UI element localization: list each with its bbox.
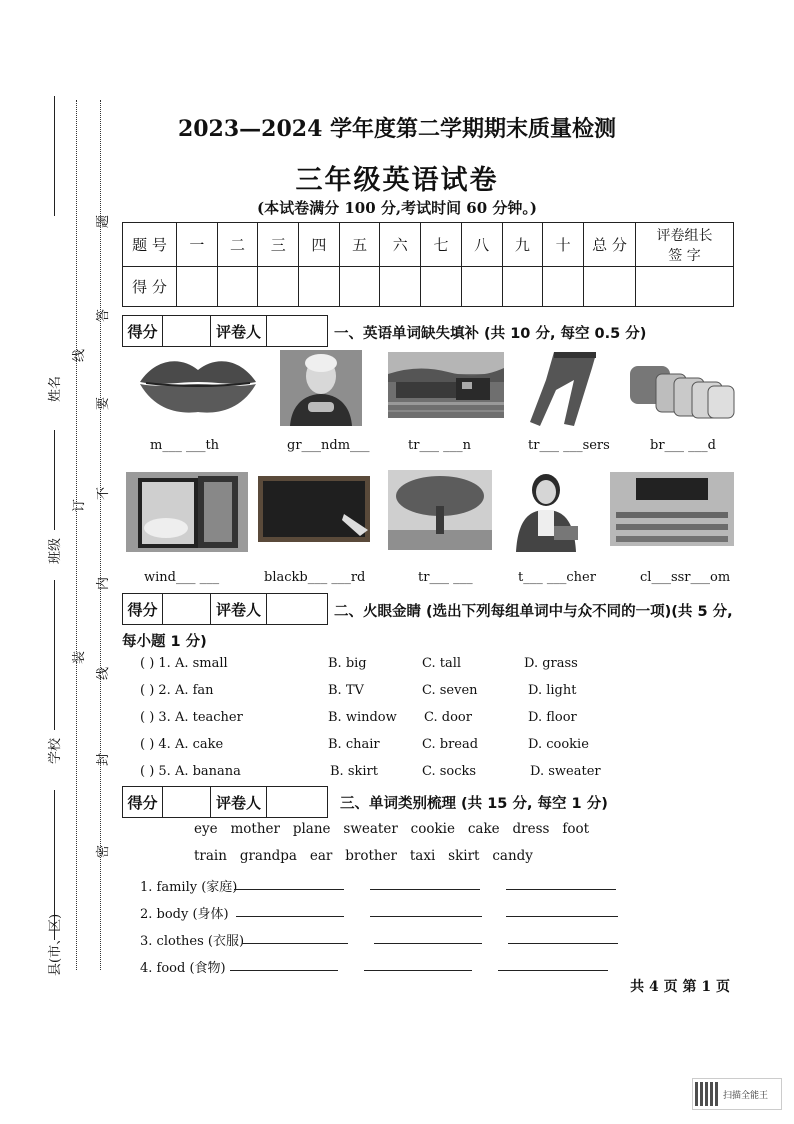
answer-blank[interactable] [374, 943, 482, 944]
teacher-image [508, 470, 586, 552]
option-b: B. TV [328, 683, 364, 698]
category-food: 4. food (食物) [140, 961, 226, 976]
exam-note: (本试卷满分 100 分,考试时间 60 分钟。) [257, 199, 537, 217]
score-field[interactable] [636, 267, 734, 307]
trousers-image [526, 350, 600, 428]
answer-blank[interactable] [370, 916, 482, 917]
bind-dotted-line-outer [76, 100, 77, 970]
seal-char-密: 密 [96, 844, 111, 858]
bind-dotted-line-inner [100, 100, 101, 970]
table-cell: 八 [461, 223, 502, 267]
score-field[interactable] [380, 267, 421, 307]
score-field[interactable] [217, 267, 258, 307]
table-cell: 六 [380, 223, 421, 267]
score-label: 得分 [123, 316, 163, 346]
section2-title-cont: 每小题 1 分) [122, 634, 207, 650]
seal-char-要: 要 [96, 396, 111, 410]
bind-char-1: 线 [72, 348, 87, 362]
answer-blank[interactable] [242, 943, 348, 944]
table-cell: 得 分 [123, 267, 177, 307]
caption-window: wind___ ___ [144, 570, 220, 585]
grader-label: 评卷人 [211, 316, 267, 346]
section2-title: 二、火眼金睛 (选出下列每组单词中与众不同的一项)(共 5 分, [334, 604, 733, 620]
score-field[interactable] [299, 267, 340, 307]
seal-char-不: 不 [96, 486, 111, 500]
table-cell: 四 [299, 223, 340, 267]
grandma-image [280, 350, 362, 426]
answer-blank[interactable] [236, 916, 344, 917]
lips-image [136, 352, 260, 416]
table-cell: 一 [177, 223, 218, 267]
caption-tree: tr___ ___ [418, 570, 473, 585]
grader-box-3 [122, 786, 328, 818]
caption-teacher: t___ ___cher [518, 570, 596, 585]
grader-field[interactable] [267, 316, 327, 346]
table-cell: 九 [502, 223, 543, 267]
option-c: C. door [424, 710, 472, 725]
classroom-image [610, 472, 734, 546]
option-b: B. chair [328, 737, 380, 752]
answer-blank[interactable] [364, 970, 472, 971]
score-field[interactable] [584, 267, 636, 307]
score-field[interactable] [163, 316, 211, 346]
option-d: D. grass [524, 656, 578, 671]
grader-field[interactable] [267, 594, 327, 624]
answer-blank[interactable] [506, 889, 616, 890]
option-d: D. floor [528, 710, 577, 725]
score-field[interactable] [339, 267, 380, 307]
option-c: C. seven [422, 683, 478, 698]
page-number: 共 4 页 第 1 页 [630, 979, 730, 995]
grader-label: 评卷人 [211, 594, 267, 624]
score-label: 得分 [123, 787, 163, 817]
county-label: 县(市、区) [48, 913, 63, 976]
table-cell: 二 [217, 223, 258, 267]
word-bank-line-1: eye mother plane sweater cookie cake dress foot [194, 821, 589, 837]
seal-char-答: 答 [96, 308, 111, 322]
score-label: 得分 [123, 594, 163, 624]
seal-char-封: 封 [96, 752, 111, 766]
answer-blank[interactable] [506, 916, 618, 917]
table-cell: 十 [543, 223, 584, 267]
score-table-score-row [123, 267, 734, 307]
tree-image [388, 470, 492, 550]
answer-blank[interactable] [508, 943, 618, 944]
seal-char-题: 题 [96, 214, 111, 228]
answer-blank[interactable] [370, 889, 480, 890]
score-field[interactable] [163, 594, 211, 624]
option-d: D. sweater [530, 764, 601, 779]
caption-blackboard: blackb___ ___rd [264, 570, 366, 585]
scanner-watermark [692, 1078, 782, 1110]
option-d: D. cookie [528, 737, 589, 752]
score-field[interactable] [177, 267, 218, 307]
class-line [54, 430, 55, 530]
option-d: D. light [528, 683, 577, 698]
train-image [388, 352, 504, 418]
answer-blank[interactable] [230, 970, 338, 971]
question-2[interactable]: ( ) 2. A. fan [140, 683, 214, 698]
table-cell: 总 分 [584, 223, 636, 267]
table-cell: 五 [339, 223, 380, 267]
score-field[interactable] [543, 267, 584, 307]
answer-blank[interactable] [498, 970, 608, 971]
question-1[interactable]: ( ) 1. A. small [140, 656, 228, 671]
question-4[interactable]: ( ) 4. A. cake [140, 737, 224, 752]
school-line [54, 580, 55, 730]
qr-code-icon [695, 1082, 719, 1106]
score-field[interactable] [421, 267, 462, 307]
caption-classroom: cl___ssr___om [640, 570, 731, 585]
word-bank-line-2: train grandpa ear brother taxi skirt candy [194, 848, 533, 864]
table-cell: 七 [421, 223, 462, 267]
school-label: 学校 [48, 737, 63, 764]
caption-grandma: gr___ndm___ [287, 438, 370, 453]
bind-char-2: 订 [72, 498, 87, 512]
score-table [122, 222, 734, 307]
name-label: 姓名 [48, 375, 63, 402]
question-3[interactable]: ( ) 3. A. teacher [140, 710, 243, 725]
window-image [126, 472, 248, 552]
score-field[interactable] [461, 267, 502, 307]
option-c: C. socks [422, 764, 477, 779]
scanner-badge-label: 扫描全能王 [723, 1090, 769, 1101]
seal-char-线: 线 [96, 666, 111, 680]
bread-image [626, 360, 736, 422]
exam-term: 2023—2024 学年度第二学期期末质量检测 [177, 116, 617, 142]
option-b: B. big [328, 656, 367, 671]
section1-title: 一、英语单词缺失填补 (共 10 分, 每空 0.5 分) [334, 326, 647, 342]
category-body: 2. body (身体) [140, 907, 229, 922]
class-label: 班级 [48, 537, 63, 564]
score-field[interactable] [502, 267, 543, 307]
grader-box-2 [122, 593, 328, 625]
caption-train: tr___ ___n [408, 438, 471, 453]
score-field[interactable] [258, 267, 299, 307]
blackboard-image [256, 474, 374, 544]
exam-title: 三年级英语试卷 [295, 165, 499, 196]
question-5[interactable]: ( ) 5. A. banana [140, 764, 241, 779]
table-cell: 题 号 [123, 223, 177, 267]
grader-label: 评卷人 [211, 787, 267, 817]
table-cell: 三 [258, 223, 299, 267]
grader-field[interactable] [267, 787, 327, 817]
category-clothes: 3. clothes (衣服) [140, 934, 245, 949]
option-c: C. tall [422, 656, 462, 671]
answer-blank[interactable] [234, 889, 344, 890]
grader-box-1 [122, 315, 328, 347]
seal-char-内: 内 [96, 576, 111, 590]
caption-bread: br___ ___d [650, 438, 716, 453]
score-table-header-row [123, 223, 734, 267]
table-cell: 评卷组长 签 字 [636, 223, 734, 267]
caption-trousers: tr___ ___sers [528, 438, 610, 453]
caption-mouth: m___ ___th [150, 438, 220, 453]
section3-title: 三、单词类别梳理 (共 15 分, 每空 1 分) [340, 796, 608, 812]
score-field[interactable] [163, 787, 211, 817]
option-b: B. skirt [330, 764, 378, 779]
option-b: B. window [328, 710, 397, 725]
bind-char-3: 装 [72, 650, 87, 664]
option-c: C. bread [422, 737, 479, 752]
category-family: 1. family (家庭) [140, 880, 238, 895]
